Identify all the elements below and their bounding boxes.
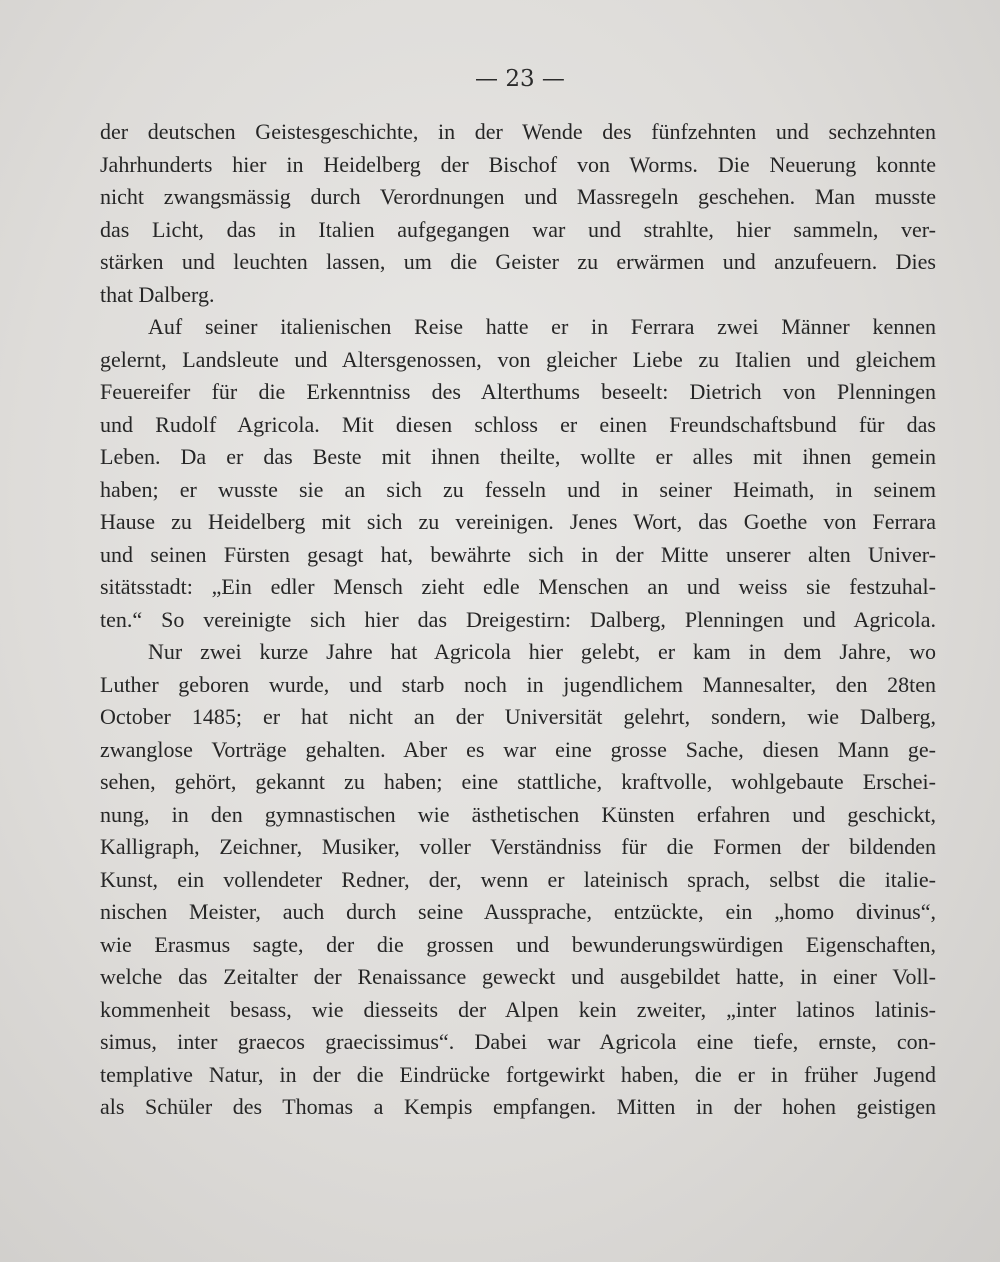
text-line: und Rudolf Agricola. Mit diesen schloss er einen Freundschaftsbund für das — [100, 411, 936, 437]
text-line: Leben. Da er das Beste mit ihnen theilte, wollte er alles mit ihnen gemein — [100, 444, 936, 469]
text-line: als Schüler des Thomas a Kempis empfangen. Mitten in der hohen geistigen — [100, 1094, 936, 1119]
text-line: Hause zu Heidelberg mit sich zu vereinigen. Jenes Wort, das Goethe von Ferrara — [100, 509, 936, 534]
text-line: templative Natur, in der die Eindrücke fortgewirkt haben, die er in früher Jugend — [100, 1061, 936, 1087]
text-line: Auf seiner italienischen Reise hatte er in Ferrara zwei Männer kennen — [148, 314, 936, 339]
text-line: zwanglose Vorträge gehalten. Aber es war eine grosse Sache, diesen Mann ge- — [100, 736, 936, 762]
text-line: sehen, gehört, gekannt zu haben; eine stattliche, kraftvolle, wohlgebaute Erschei- — [100, 769, 936, 794]
text-line: ten.“ So vereinigte sich hier das Dreigestirn: Dalberg, Plenningen und Agricola. — [100, 606, 936, 632]
text-line: und seinen Fürsten gesagt hat, bewährte sich in der Mitte unserer alten Univer- — [100, 541, 936, 567]
text-line: Nur zwei kurze Jahre hat Agricola hier gelebt, er kam in dem Jahre, wo — [148, 639, 936, 664]
text-line: simus, inter graecos graecissimus“. Dabei war Agricola eine tiefe, ernste, con- — [100, 1029, 936, 1054]
text-line: Luther geboren wurde, und starb noch in jugendlichem Mannesalter, den 28ten — [100, 671, 936, 697]
text-line: Jahrhunderts hier in Heidelberg der Bischof von Worms. Die Neuerung konnte — [100, 151, 936, 177]
text-line: stärken und leuchten lassen, um die Geister zu erwärmen und anzufeuern. Dies — [100, 249, 936, 274]
text-line: Kalligraph, Zeichner, Musiker, voller Verständniss für die Formen der bildenden — [100, 834, 936, 859]
text-line: Kunst, ein vollendeter Redner, der, wenn er lateinisch sprach, selbst die italie- — [100, 866, 936, 892]
text-line: welche das Zeitalter der Renaissance geweckt und ausgebildet hatte, in einer Voll- — [100, 964, 936, 989]
text-line: gelernt, Landsleute und Altersgenossen, von gleicher Liebe zu Italien und gleichem — [100, 346, 936, 372]
text-line: nung, in den gymnastischen wie ästhetischen Künsten erfahren und geschickt, — [100, 801, 936, 827]
text-line: nischen Meister, auch durch seine Aussprache, entzückte, ein „homo divinus“, — [100, 899, 936, 924]
text-line: that Dalberg. — [100, 281, 215, 307]
page-number: — 23 — — [475, 66, 565, 92]
body-text — [100, 116, 936, 1124]
text-line: sitätsstadt: „Ein edler Mensch zieht edle Menschen an und weiss sie festzuhal- — [100, 574, 936, 599]
text-line: das Licht, das in Italien aufgegangen war und strahlte, hier sammeln, ver- — [100, 216, 936, 242]
text-line: der deutschen Geistesgeschichte, in der Wende des fünfzehnten und sechzehnten — [100, 119, 936, 144]
text-line: haben; er wusste sie an sich zu fesseln und in seiner Heimath, in seinem — [100, 476, 936, 502]
text-line: October 1485; er hat nicht an der Universität gelehrt, sondern, wie Dalberg, — [100, 704, 936, 729]
text-line: Feuereifer für die Erkenntniss des Alterthums beseelt: Dietrich von Plenningen — [100, 379, 936, 404]
text-line: nicht zwangsmässig durch Verordnungen und Massregeln geschehen. Man musste — [100, 184, 936, 209]
text-line: kommenheit besass, wie diesseits der Alpen kein zweiter, „inter latinos latinis- — [100, 996, 936, 1022]
text-line: wie Erasmus sagte, der die grossen und bewunderungswürdigen Eigenschaften, — [100, 931, 936, 957]
